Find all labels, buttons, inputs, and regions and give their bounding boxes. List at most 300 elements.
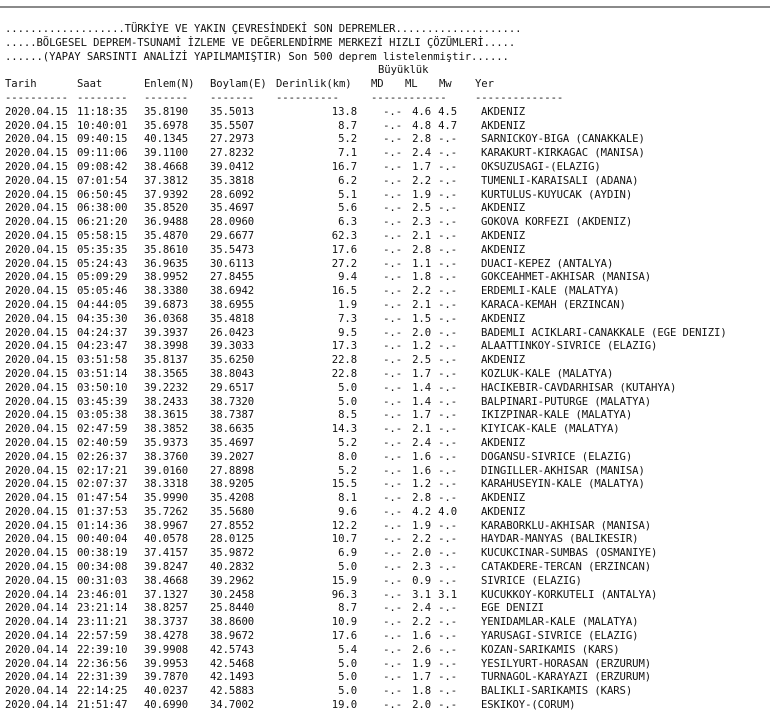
cell-lat: 35.9373 [144,436,189,449]
sep-location: -------------- [475,91,564,104]
cell-mw: -.- [438,395,457,408]
cell-time: 09:40:15 [77,133,128,146]
cell-location: TURNAGOL-KARAYAZI (ERZURUM) [481,671,652,684]
cell-time: 03:51:14 [77,367,128,380]
cell-time: 03:50:10 [77,381,128,394]
cell-depth: 14.3 [331,423,357,436]
cell-depth: 8.1 [338,492,357,505]
cell-md: -.- [383,174,402,187]
cell-md: -.- [383,699,402,712]
cell-mw: -.- [438,326,457,339]
cell-time: 06:38:00 [77,202,128,215]
cell-lon: 38.8600 [210,616,255,629]
cell-mw: -.- [438,312,457,325]
cell-location: KOZAN-SARIKAMIS (KARS) [481,643,620,656]
cell-time: 04:44:05 [77,298,128,311]
cell-lon: 38.6942 [210,285,255,298]
cell-date: 2020.04.15 [5,243,68,256]
cell-date: 2020.04.15 [5,464,68,477]
cell-time: 23:21:14 [77,602,128,615]
col-lat-header: Enlem(N) [144,78,195,91]
cell-md: -.- [383,312,402,325]
cell-ml: 2.4 [412,436,431,449]
cell-location: EGE DENIZI [481,602,544,615]
cell-mw: -.- [438,367,457,380]
cell-time: 23:11:21 [77,616,128,629]
table-row [5,133,770,147]
earthquake-list [5,23,770,713]
cell-ml: 1.7 [412,160,431,173]
cell-date: 2020.04.15 [5,326,68,339]
cell-ml: 4.2 [412,505,431,518]
cell-md: -.- [383,216,402,229]
cell-ml: 1.6 [412,450,431,463]
cell-lat: 40.6990 [144,699,189,712]
cell-depth: 12.2 [331,519,357,532]
cell-lon: 42.5468 [210,657,255,670]
table-row [5,258,770,272]
cell-location: YENIDAMLAR-KALE (MALATYA) [481,616,639,629]
cell-date: 2020.04.15 [5,174,68,187]
cell-depth: 7.1 [338,147,357,160]
cell-depth: 22.8 [331,354,357,367]
cell-ml: 1.9 [412,519,431,532]
col-date-header: Tarih [5,78,37,91]
cell-date: 2020.04.15 [5,547,68,560]
cell-md: -.- [383,588,402,601]
table-row [5,340,770,354]
cell-lat: 35.4870 [144,229,189,242]
cell-time: 00:34:08 [77,561,128,574]
cell-date: 2020.04.15 [5,519,68,532]
cell-lat: 40.1345 [144,133,189,146]
cell-date: 2020.04.14 [5,588,68,601]
cell-md: -.- [383,519,402,532]
cell-lat: 39.3937 [144,326,189,339]
cell-ml: 1.8 [412,271,431,284]
cell-date: 2020.04.15 [5,423,68,436]
cell-date: 2020.04.15 [5,395,68,408]
cell-lat: 39.8247 [144,561,189,574]
cell-time: 09:11:06 [77,147,128,160]
cell-date: 2020.04.15 [5,105,68,118]
cell-depth: 17.6 [331,243,357,256]
cell-depth: 6.3 [338,216,357,229]
cell-ml: 2.2 [412,533,431,546]
cell-lon: 27.2973 [210,133,255,146]
cell-depth: 17.3 [331,340,357,353]
cell-mw: -.- [438,340,457,353]
table-row [5,561,770,575]
cell-ml: 2.8 [412,492,431,505]
cell-depth: 5.0 [338,657,357,670]
cell-location: ALAATTINKOY-SIVRICE (ELAZIG) [481,340,658,353]
cell-time: 03:05:38 [77,409,128,422]
cell-ml: 1.5 [412,312,431,325]
cell-time: 05:24:43 [77,257,128,270]
cell-time: 00:40:04 [77,533,128,546]
cell-md: -.- [383,202,402,215]
cell-location: AKDENIZ [481,312,526,325]
cell-lon: 39.0412 [210,160,255,173]
cell-location: GOKCEAHMET-AKHISAR (MANISA) [481,271,652,284]
cell-mw: -.- [438,450,457,463]
cell-md: -.- [383,367,402,380]
cell-location: KURTULUS-KUYUCAK (AYDIN) [481,188,633,201]
cell-lon: 27.8232 [210,147,255,160]
table-row [5,175,770,189]
cell-lat: 38.3998 [144,340,189,353]
cell-depth: 16.7 [331,160,357,173]
table-row [5,437,770,451]
cell-lon: 35.5680 [210,505,255,518]
cell-date: 2020.04.15 [5,312,68,325]
cell-depth: 62.3 [331,229,357,242]
cell-time: 02:26:37 [77,450,128,463]
cell-date: 2020.04.15 [5,285,68,298]
cell-md: -.- [383,133,402,146]
cell-depth: 7.3 [338,312,357,325]
cell-ml: 4.6 [412,105,431,118]
cell-lon: 35.4697 [210,202,255,215]
cell-ml: 1.9 [412,188,431,201]
cell-lon: 39.2027 [210,450,255,463]
table-row [5,506,770,520]
cell-date: 2020.04.15 [5,340,68,353]
cell-date: 2020.04.14 [5,685,68,698]
cell-location: KARAKURT-KIRKAGAC (MANISA) [481,147,645,160]
table-row [5,120,770,134]
cell-lon: 35.5013 [210,105,255,118]
table-row [5,478,770,492]
cell-lon: 38.7320 [210,395,255,408]
cell-time: 06:50:45 [77,188,128,201]
cell-time: 03:45:39 [77,395,128,408]
cell-time: 05:58:15 [77,229,128,242]
cell-location: CATAKDERE-TERCAN (ERZINCAN) [481,561,652,574]
table-row [5,106,770,120]
cell-lon: 38.8043 [210,367,255,380]
cell-md: -.- [383,160,402,173]
cell-mw: -.- [438,188,457,201]
cell-lon: 27.8552 [210,519,255,532]
cell-date: 2020.04.15 [5,478,68,491]
cell-ml: 2.5 [412,354,431,367]
cell-depth: 5.0 [338,561,357,574]
table-row [5,189,770,203]
cell-md: -.- [383,147,402,160]
cell-mw: -.- [438,616,457,629]
cell-ml: 2.4 [412,602,431,615]
cell-lat: 39.7870 [144,671,189,684]
cell-depth: 8.5 [338,409,357,422]
separator-row [5,92,770,106]
cell-depth: 13.8 [331,105,357,118]
cell-md: -.- [383,685,402,698]
table-row [5,671,770,685]
cell-depth: 5.2 [338,436,357,449]
cell-time: 00:38:19 [77,547,128,560]
cell-md: -.- [383,561,402,574]
cell-lat: 38.8257 [144,602,189,615]
cell-depth: 16.5 [331,285,357,298]
cell-time: 00:31:03 [77,574,128,587]
cell-location: DUACI-KEPEZ (ANTALYA) [481,257,614,270]
cell-mw: -.- [438,464,457,477]
table-row [5,382,770,396]
table-row [5,147,770,161]
cell-location: AKDENIZ [481,492,526,505]
cell-md: -.- [383,119,402,132]
cell-md: -.- [383,450,402,463]
cell-location: AKDENIZ [481,229,526,242]
cell-date: 2020.04.14 [5,657,68,670]
cell-lat: 39.9953 [144,657,189,670]
cell-location: GOKOVA KORFEZI (AKDENIZ) [481,216,633,229]
note-line: ......(YAPAY SARSINTI ANALİZİ YAPILMAMIŞTIR) Son 500 deprem listelenmiştir...... [5,50,509,63]
table-row [5,161,770,175]
cell-location: KARABORKLU-AKHISAR (MANISA) [481,519,652,532]
cell-mw: -.- [438,671,457,684]
cell-date: 2020.04.15 [5,229,68,242]
cell-date: 2020.04.15 [5,133,68,146]
cell-ml: 4.8 [412,119,431,132]
cell-lon: 38.9205 [210,478,255,491]
cell-md: -.- [383,505,402,518]
table-row [5,547,770,561]
cell-ml: 1.7 [412,367,431,380]
cell-mw: -.- [438,436,457,449]
cell-lat: 38.9967 [144,519,189,532]
cell-time: 22:57:59 [77,630,128,643]
cell-mw: -.- [438,561,457,574]
cell-location: YESILYURT-HORASAN (ERZURUM) [481,657,652,670]
cell-depth: 9.6 [338,505,357,518]
magnitude-group-header: Büyüklük [378,64,429,77]
cell-mw: -.- [438,243,457,256]
cell-time: 09:08:42 [77,160,128,173]
cell-date: 2020.04.15 [5,561,68,574]
cell-mw: -.- [438,160,457,173]
cell-lon: 26.0423 [210,326,255,339]
cell-date: 2020.04.15 [5,257,68,270]
table-row [5,396,770,410]
cell-location: TUMENLI-KARAISALI (ADANA) [481,174,639,187]
cell-location: HACIKEBIR-CAVDARHISAR (KUTAHYA) [481,381,677,394]
cell-mw: 4.0 [438,505,457,518]
col-mw-header: Mw [439,78,452,91]
table-row [5,602,770,616]
cell-lat: 39.0160 [144,464,189,477]
cell-lon: 39.3033 [210,340,255,353]
cell-mw: 3.1 [438,588,457,601]
cell-lat: 36.0368 [144,312,189,325]
cell-mw: -.- [438,409,457,422]
institution-line: .....BÖLGESEL DEPREM-TSUNAMİ İZLEME VE DEĞERLENDİRME MERKEZİ HIZLI ÇÖZÜMLERİ..... [5,36,516,49]
cell-lon: 38.9672 [210,630,255,643]
cell-lat: 36.9635 [144,257,189,270]
column-header-row [5,78,770,92]
cell-date: 2020.04.14 [5,630,68,643]
cell-location: AKDENIZ [481,119,526,132]
table-row [5,492,770,506]
cell-date: 2020.04.15 [5,354,68,367]
table-row [5,616,770,630]
cell-mw: -.- [438,229,457,242]
cell-ml: 1.8 [412,685,431,698]
cell-lat: 35.8520 [144,202,189,215]
cell-time: 04:23:47 [77,340,128,353]
cell-date: 2020.04.15 [5,119,68,132]
cell-depth: 5.1 [338,188,357,201]
cell-depth: 5.4 [338,643,357,656]
cell-md: -.- [383,616,402,629]
cell-date: 2020.04.15 [5,381,68,394]
cell-md: -.- [383,478,402,491]
cell-md: -.- [383,409,402,422]
cell-depth: 9.4 [338,271,357,284]
cell-ml: 1.6 [412,464,431,477]
cell-depth: 15.9 [331,574,357,587]
cell-lat: 37.4157 [144,547,189,560]
cell-depth: 10.9 [331,616,357,629]
cell-lat: 35.8137 [144,354,189,367]
cell-mw: -.- [438,285,457,298]
sep-lon: ------- [210,91,255,104]
cell-ml: 2.1 [412,229,431,242]
cell-location: DINGILLER-AKHISAR (MANISA) [481,464,645,477]
cell-date: 2020.04.15 [5,271,68,284]
cell-location: SIVRICE (ELAZIG) [481,574,582,587]
sep-date: ---------- [5,91,68,104]
cell-lon: 30.2458 [210,588,255,601]
cell-ml: 2.2 [412,616,431,629]
cell-time: 04:35:30 [77,312,128,325]
table-row [5,575,770,589]
cell-location: AKDENIZ [481,505,526,518]
cell-lon: 29.6677 [210,229,255,242]
cell-md: -.- [383,602,402,615]
cell-mw: -.- [438,643,457,656]
cell-time: 02:07:37 [77,478,128,491]
cell-mw: -.- [438,216,457,229]
cell-depth: 96.3 [331,588,357,601]
cell-time: 02:47:59 [77,423,128,436]
table-row [5,423,770,437]
cell-lat: 38.9952 [144,271,189,284]
cell-time: 10:40:01 [77,119,128,132]
cell-mw: -.- [438,174,457,187]
table-row [5,589,770,603]
cell-lat: 35.9990 [144,492,189,505]
table-row [5,520,770,534]
cell-lat: 38.4668 [144,574,189,587]
table-row [5,327,770,341]
cell-location: AKDENIZ [481,436,526,449]
cell-lat: 35.8190 [144,105,189,118]
cell-md: -.- [383,395,402,408]
cell-lat: 38.4278 [144,630,189,643]
cell-md: -.- [383,381,402,394]
cell-lat: 36.9488 [144,216,189,229]
cell-mw: -.- [438,602,457,615]
cell-depth: 1.9 [338,298,357,311]
cell-md: -.- [383,643,402,656]
cell-md: -.- [383,257,402,270]
cell-ml: 2.2 [412,285,431,298]
cell-lon: 38.7387 [210,409,255,422]
cell-location: KARACA-KEMAH (ERZINCAN) [481,298,626,311]
cell-lon: 35.6250 [210,354,255,367]
cell-lon: 42.5883 [210,685,255,698]
cell-lat: 38.3380 [144,285,189,298]
col-md-header: MD [371,78,384,91]
cell-time: 05:09:29 [77,271,128,284]
cell-time: 01:14:36 [77,519,128,532]
cell-depth: 5.6 [338,202,357,215]
cell-depth: 5.2 [338,464,357,477]
cell-lon: 40.2832 [210,561,255,574]
cell-lat: 38.2433 [144,395,189,408]
cell-location: BALPINARI-PUTURGE (MALATYA) [481,395,652,408]
cell-md: -.- [383,298,402,311]
cell-lat: 38.3565 [144,367,189,380]
table-row [5,533,770,547]
cell-lon: 35.4697 [210,436,255,449]
table-row [5,699,770,713]
cell-lon: 35.5507 [210,119,255,132]
table-row [5,216,770,230]
cell-ml: 2.0 [412,547,431,560]
cell-depth: 22.8 [331,367,357,380]
cell-mw: -.- [438,423,457,436]
table-row [5,409,770,423]
cell-location: KIYICAK-KALE (MALATYA) [481,423,620,436]
cell-time: 04:24:37 [77,326,128,339]
table-row [5,299,770,313]
cell-time: 05:35:35 [77,243,128,256]
cell-lat: 37.1327 [144,588,189,601]
cell-lon: 35.9872 [210,547,255,560]
cell-ml: 2.1 [412,298,431,311]
cell-ml: 2.3 [412,216,431,229]
cell-lon: 28.6092 [210,188,255,201]
cell-depth: 15.5 [331,478,357,491]
cell-depth: 17.6 [331,630,357,643]
table-row [5,465,770,479]
cell-ml: 1.7 [412,671,431,684]
cell-date: 2020.04.14 [5,643,68,656]
cell-lat: 37.9392 [144,188,189,201]
col-time-header: Saat [77,78,103,91]
cell-depth: 5.2 [338,133,357,146]
cell-ml: 1.6 [412,630,431,643]
cell-mw: -.- [438,533,457,546]
cell-depth: 19.0 [331,699,357,712]
cell-lon: 28.0960 [210,216,255,229]
cell-location: AKDENIZ [481,243,526,256]
cell-md: -.- [383,423,402,436]
cell-md: -.- [383,492,402,505]
table-row [5,244,770,258]
cell-location: ERDEMLI-KALE (MALATYA) [481,285,620,298]
cell-ml: 1.2 [412,340,431,353]
cell-location: IKIZPINAR-KALE (MALATYA) [481,409,633,422]
cell-date: 2020.04.15 [5,436,68,449]
top-horizontal-rule [0,6,770,8]
cell-md: -.- [383,243,402,256]
cell-md: -.- [383,354,402,367]
